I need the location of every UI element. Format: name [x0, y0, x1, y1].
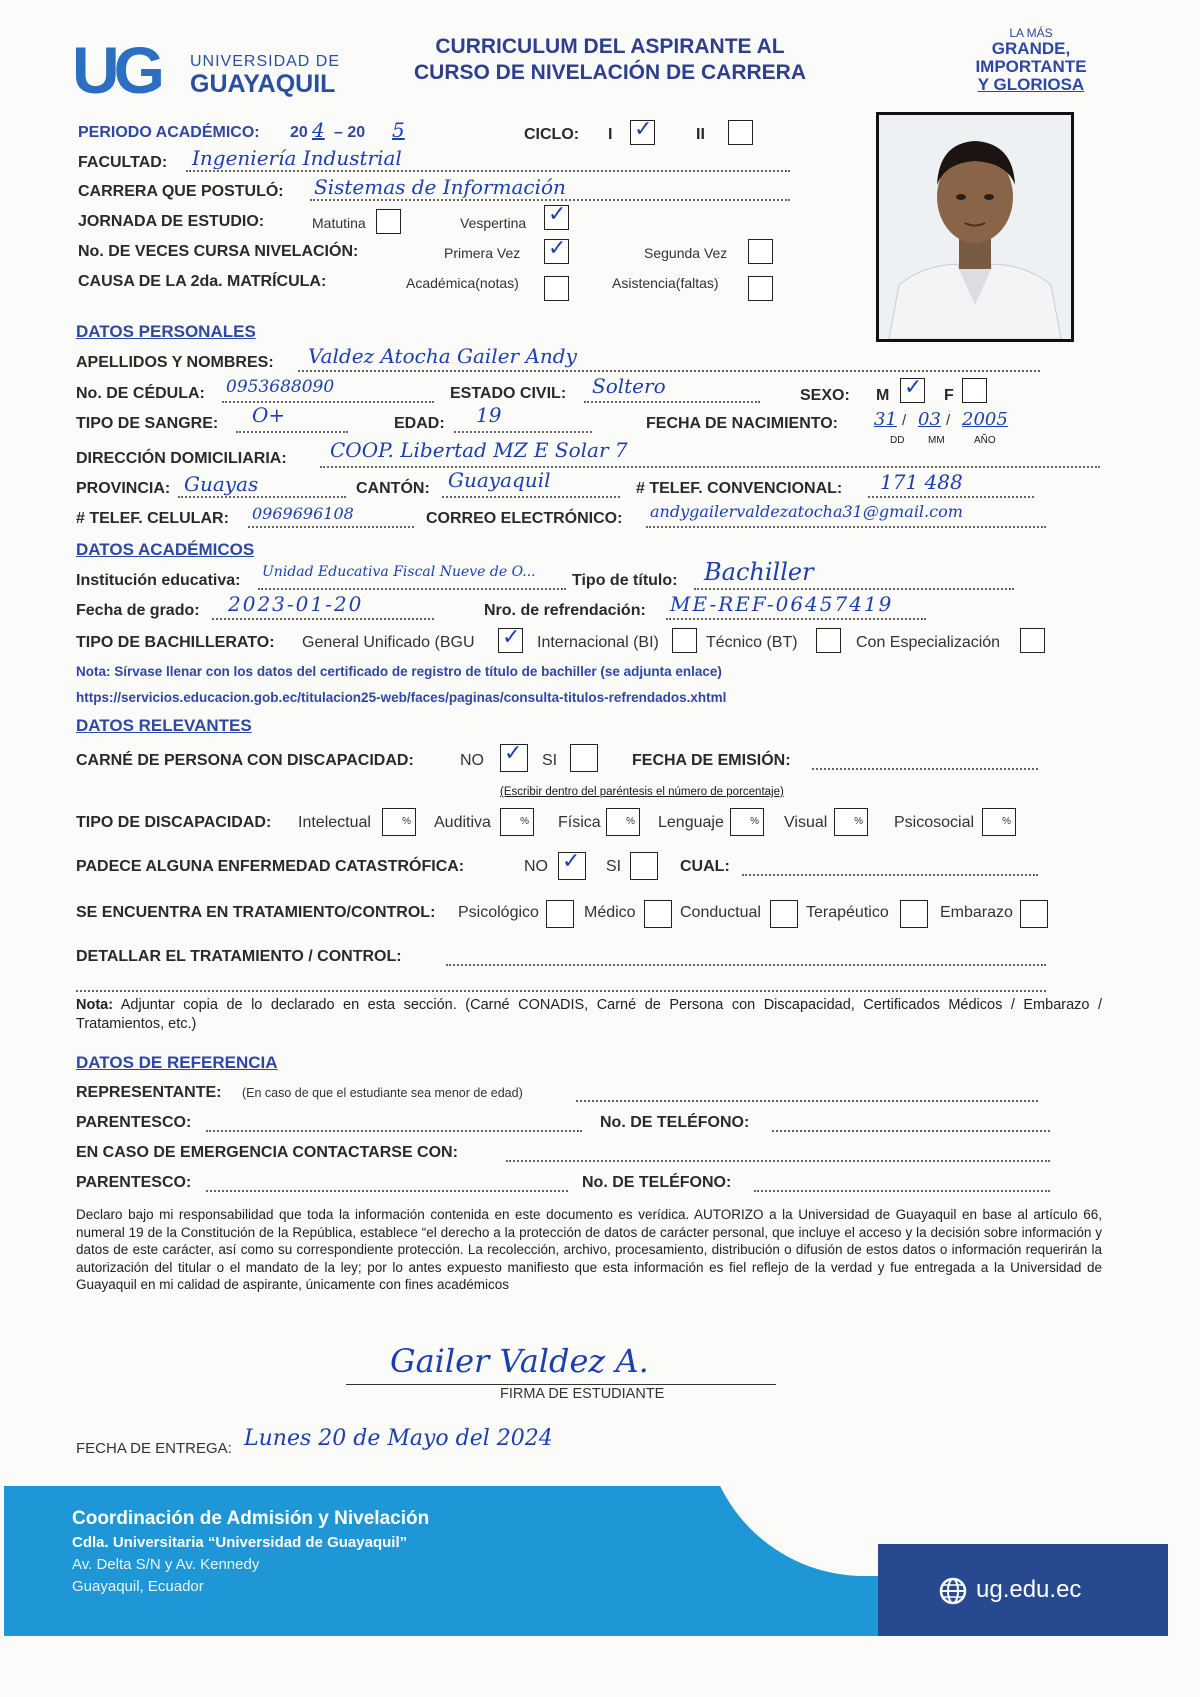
grado-label: Fecha de grado:	[76, 602, 200, 619]
date-mm-caption: MM	[928, 435, 945, 446]
slogan	[966, 26, 1096, 94]
cel-input[interactable]: 0969696108	[252, 504, 354, 523]
disc-psicosocial-field[interactable]: %	[982, 808, 1016, 836]
trat-embarazo-label: Embarazo	[940, 904, 1013, 921]
bach-label: TIPO DE BACHILLERATO:	[76, 634, 275, 651]
logo-letters: UG	[72, 33, 159, 107]
direccion-input[interactable]: COOP. Libertad MZ E Solar 7	[330, 438, 628, 462]
carrera-line	[310, 199, 790, 201]
trat-terapeutico-label: Terapéutico	[806, 904, 889, 921]
representante-line[interactable]	[576, 1100, 1038, 1102]
periodo-sep: – 20	[334, 124, 366, 141]
relevantes-nota	[76, 996, 1102, 1034]
telefono2-line[interactable]	[754, 1190, 1050, 1192]
grado-line	[212, 618, 434, 620]
sexo-f-checkbox[interactable]	[962, 378, 987, 403]
parentesco2-label: PARENTESCO:	[76, 1174, 192, 1191]
footer-line1: Coordinación de Admisión y Nivelación	[72, 1508, 430, 1529]
nac-yy-input[interactable]: 2005	[962, 409, 1008, 430]
cat-si-checkbox[interactable]	[630, 852, 658, 880]
correo-line	[646, 526, 1046, 528]
conv-label: # TELEF. CONVENCIONAL:	[636, 480, 843, 497]
bach-nota: Nota: Sírvase llenar con los datos del certificado de registro de título de bachiller (se adjunta enlace)	[76, 664, 722, 679]
entrega-label: FECHA DE ENTREGA:	[76, 1440, 232, 1457]
carne-no-checkbox[interactable]	[500, 741, 528, 772]
conv-line	[868, 496, 1034, 498]
carne-label: CARNÉ DE PERSONA CON DISCAPACIDAD:	[76, 752, 414, 769]
parentesco1-label: PARENTESCO:	[76, 1114, 192, 1131]
sangre-label: TIPO DE SANGRE:	[76, 415, 219, 432]
detallar-label: DETALLAR EL TRATAMIENTO / CONTROL:	[76, 948, 402, 965]
periodo-value2[interactable]: 5	[392, 118, 405, 142]
representante-note: (En caso de que el estudiante sea menor de edad)	[242, 1086, 523, 1100]
logo-line2: GUAYAQUIL	[190, 70, 336, 98]
ciclo-ii-label: II	[696, 126, 705, 143]
cel-line	[248, 526, 414, 528]
detallar-line2[interactable]	[76, 990, 1046, 992]
cat-no-label: NO	[524, 858, 548, 875]
nac-mm-input[interactable]: 03	[918, 409, 941, 430]
detallar-line1[interactable]	[446, 964, 1046, 966]
trat-medico-label: Médico	[584, 904, 636, 921]
porcentaje-note: (Escribir dentro del paréntesis el número de porcentaje)	[500, 786, 784, 798]
cat-si-label: SI	[606, 858, 622, 875]
causa-academica-label: Académica(notas)	[406, 275, 519, 291]
slogan-line1: GRANDE,	[991, 39, 1071, 58]
veces-primera-checkbox[interactable]	[544, 236, 569, 264]
check-icon: ✓	[562, 849, 581, 874]
footer-site-link[interactable]: ug.edu.ec	[976, 1576, 1082, 1603]
ciclo-i-label: I	[608, 126, 613, 143]
cual-label: CUAL:	[680, 858, 730, 875]
disc-label: TIPO DE DISCAPACIDAD:	[76, 814, 272, 831]
canton-input[interactable]: Guayaquil	[448, 468, 551, 492]
edad-label: EDAD:	[394, 415, 445, 432]
refrend-line	[666, 618, 926, 620]
bach-esp-label: Con Especialización	[856, 634, 1001, 651]
telefono1-label: No. DE TELÉFONO:	[600, 1114, 750, 1131]
trat-terapeutico-checkbox[interactable]	[900, 900, 928, 928]
form-title	[390, 34, 830, 86]
refrend-input[interactable]: ME-REF-06457419	[670, 592, 894, 616]
disc-visual-label: Visual	[784, 814, 828, 831]
periodo-prefix1: 20	[290, 124, 308, 141]
catastrofica-label: PADECE ALGUNA ENFERMEDAD CATASTRÓFICA:	[76, 858, 465, 875]
nacimiento-label: FECHA DE NACIMIENTO:	[646, 415, 838, 432]
sexo-label: SEXO:	[800, 387, 850, 404]
student-signature: Gailer Valdez A.	[390, 1342, 649, 1380]
provincia-label: PROVINCIA:	[76, 480, 171, 497]
periodo-value1[interactable]: 4	[312, 118, 325, 142]
cel-label: # TELEF. CELULAR:	[76, 510, 229, 527]
edad-line	[454, 431, 592, 433]
title-line2: CURSO DE NIVELACIÓN DE CARRERA	[413, 61, 807, 84]
ciclo-i-checkbox[interactable]	[630, 117, 655, 145]
institucion-input[interactable]: Unidad Educativa Fiscal Nueve de O...	[262, 564, 536, 580]
grado-input[interactable]: 2023-01-20	[228, 592, 364, 616]
ug-logo	[72, 33, 352, 107]
titulo-input[interactable]: Bachiller	[704, 558, 814, 586]
check-icon: ✓	[548, 236, 567, 261]
logo-line1: UNIVERSIDAD DE	[190, 53, 341, 70]
causa-asistencia-label: Asistencia(faltas)	[612, 275, 719, 291]
slogan-line3: Y GLORIOSA	[977, 75, 1085, 94]
section-datos-relevantes: DATOS RELEVANTES	[76, 716, 252, 735]
disc-visual-field[interactable]: %	[834, 808, 868, 836]
date-dd-caption: DD	[890, 435, 905, 446]
trat-conductual-checkbox[interactable]	[770, 900, 798, 928]
sangre-line	[236, 431, 348, 433]
edad-input[interactable]: 19	[476, 403, 502, 427]
bach-bt-label: Técnico (BT)	[706, 634, 798, 651]
periodo-label: PERIODO ACADÉMICO:	[78, 124, 260, 141]
footer-line3: Av. Delta S/N y Av. Kennedy	[72, 1556, 260, 1573]
section-datos-academicos: DATOS ACADÉMICOS	[76, 540, 255, 559]
correo-label: CORREO ELECTRÓNICO:	[426, 510, 623, 527]
person-silhouette-icon	[879, 115, 1071, 339]
nota-text: Adjuntar copia de lo declarado en esta sección. (Carné CONADIS, Carné de Persona con Discapacidad, Certificados Médicos / Embarazo / Tratamientos, etc.)	[76, 997, 1102, 1032]
sexo-m-checkbox[interactable]	[900, 375, 925, 403]
date-ano-caption: AÑO	[974, 435, 996, 446]
disc-fisica-label: Física	[558, 814, 601, 831]
trat-medico-checkbox[interactable]	[644, 900, 672, 928]
check-icon: ✓	[904, 375, 923, 400]
check-icon: ✓	[548, 202, 567, 227]
canton-line	[442, 496, 620, 498]
provincia-line	[178, 496, 346, 498]
provincia-input[interactable]: Guayas	[184, 472, 259, 496]
footer-banner	[4, 1486, 1168, 1636]
signature-line	[346, 1384, 776, 1385]
titulo-label: Tipo de título:	[572, 572, 678, 589]
correo-input[interactable]: andygailervaldezatocha31@gmail.com	[650, 502, 963, 521]
institucion-label: Institución educativa:	[76, 572, 241, 589]
canton-label: CANTÓN:	[356, 480, 430, 497]
carne-si-checkbox[interactable]	[570, 744, 598, 772]
jornada-vespertina-label: Vespertina	[460, 215, 527, 231]
emergencia-line[interactable]	[506, 1160, 1050, 1162]
veces-label: No. DE VECES CURSA NIVELACIÓN:	[78, 243, 359, 260]
carrera-label: CARRERA QUE POSTULÓ:	[78, 183, 284, 200]
title-line1: CURRICULUM DEL ASPIRANTE AL	[435, 35, 785, 58]
check-icon: ✓	[504, 741, 523, 766]
signature-label: FIRMA DE ESTUDIANTE	[500, 1386, 665, 1402]
date-sep1: /	[902, 412, 907, 429]
slogan-line2: IMPORTANTE	[975, 57, 1087, 76]
carne-si-label: SI	[542, 752, 558, 769]
cual-line[interactable]	[742, 874, 1038, 876]
institucion-line	[258, 588, 566, 590]
telefono2-label: No. DE TELÉFONO:	[582, 1174, 732, 1191]
veces-segunda-checkbox[interactable]	[748, 239, 773, 264]
disc-psicosocial-label: Psicosocial	[894, 814, 975, 831]
sexo-f-label: F	[944, 387, 954, 404]
nac-dd-input[interactable]: 31	[874, 409, 897, 430]
student-photo	[876, 112, 1074, 342]
telefono1-line[interactable]	[772, 1130, 1050, 1132]
causa-academica-checkbox[interactable]	[544, 276, 569, 301]
sangre-input[interactable]: O+	[252, 403, 286, 427]
check-icon: ✓	[502, 625, 521, 650]
emision-label: FECHA DE EMISIÓN:	[632, 752, 791, 769]
section-datos-referencia: DATOS DE REFERENCIA	[76, 1053, 278, 1072]
carrera-input[interactable]: Sistemas de Información	[314, 175, 566, 199]
bach-bi-checkbox[interactable]	[672, 628, 697, 653]
parentesco2-line[interactable]	[206, 1190, 568, 1192]
bach-bgu-label: General Unificado (BGU	[302, 634, 475, 651]
footer-line2: Cdla. Universitaria “Universidad de Guayaquil”	[72, 1534, 408, 1551]
refrend-label: Nro. de refrendación:	[484, 602, 646, 619]
veces-segunda-label: Segunda Vez	[644, 245, 728, 261]
bach-bgu-checkbox[interactable]	[498, 625, 523, 653]
section-datos-personales: DATOS PERSONALES	[76, 322, 256, 341]
nota-label: Nota:	[76, 997, 114, 1013]
entrega-input[interactable]: Lunes 20 de Mayo del 2024	[244, 1426, 553, 1451]
civil-input[interactable]: Soltero	[592, 374, 666, 398]
bach-esp-checkbox[interactable]	[1020, 628, 1045, 653]
carne-no-label: NO	[460, 752, 484, 769]
disc-lenguaje-label: Lenguaje	[658, 814, 724, 831]
facultad-line	[186, 170, 790, 172]
titulo-line	[694, 588, 1014, 590]
declaracion-text: Declaro bajo mi responsabilidad que toda la información contenida en este documento es verídica. AUTORIZO a la Universidad de Guayaquil en base al artículo 66, numeral 19 de la Constitución de la República, establece “el derecho a la protección de datos de carácter personal, que incluye el acceso y la decisión sobre información y datos de este carácter, así como su correspondiente protección. La recolección, archivo, procesamiento, distribución o difusión de estos datos o información requerirán la autorización del titular o el mandato de la ley; por lo antes expuesto manifiesto que esta información es fiel reflejo de la verdad y fue entregada a la Universidad de Guayaquil en mi calidad de aspirante, únicamente con fines académicos	[76, 1207, 1102, 1292]
emergencia-label: EN CASO DE EMERGENCIA CONTACTARSE CON:	[76, 1144, 458, 1161]
disc-auditiva-label: Auditiva	[434, 814, 491, 831]
ciclo-label: CICLO:	[524, 126, 580, 143]
cat-no-checkbox[interactable]	[558, 849, 586, 880]
jornada-label: JORNADA DE ESTUDIO:	[78, 213, 265, 230]
disc-fisica-field[interactable]: %	[606, 808, 640, 836]
jornada-matutina-checkbox[interactable]	[376, 209, 401, 234]
disc-auditiva-field[interactable]: %	[500, 808, 534, 836]
nombres-label: APELLIDOS Y NOMBRES:	[76, 354, 274, 371]
titulos-link[interactable]: https://servicios.educacion.gob.ec/titulacion25-web/faces/paginas/consulta-titulos-refrendados.xhtml	[76, 690, 727, 705]
civil-label: ESTADO CIVIL:	[450, 385, 567, 402]
veces-primera-label: Primera Vez	[444, 245, 521, 261]
date-sep2: /	[946, 412, 951, 429]
check-icon: ✓	[634, 117, 653, 142]
slogan-top: LA MÁS	[1009, 26, 1053, 40]
facultad-input[interactable]: Ingeniería Industrial	[192, 146, 402, 170]
causa-asistencia-checkbox[interactable]	[748, 276, 773, 301]
facultad-label: FACULTAD:	[78, 154, 168, 171]
representante-label: REPRESENTANTE:	[76, 1084, 222, 1101]
trat-conductual-label: Conductual	[680, 904, 761, 921]
direccion-line	[320, 466, 1100, 468]
jornada-matutina-label: Matutina	[312, 215, 366, 231]
trat-embarazo-checkbox[interactable]	[1020, 900, 1048, 928]
cedula-input[interactable]: 0953688090	[226, 377, 335, 397]
civil-line	[584, 401, 760, 403]
parentesco1-line[interactable]	[206, 1130, 582, 1132]
tratamiento-label: SE ENCUENTRA EN TRATAMIENTO/CONTROL:	[76, 904, 436, 921]
emision-line[interactable]	[812, 768, 1038, 770]
jornada-vespertina-checkbox[interactable]	[544, 202, 569, 230]
causa-label: CAUSA DE LA 2da. MATRÍCULA:	[78, 273, 327, 290]
trat-psicologico-checkbox[interactable]	[546, 900, 574, 928]
conv-input[interactable]: 171 488	[880, 470, 963, 494]
bach-bt-checkbox[interactable]	[816, 628, 841, 653]
nombres-input[interactable]: Valdez Atocha Gailer Andy	[308, 344, 577, 368]
globe-icon	[938, 1576, 968, 1606]
trat-psicologico-label: Psicológico	[458, 904, 539, 921]
direccion-label: DIRECCIÓN DOMICILIARIA:	[76, 450, 287, 467]
ciclo-ii-checkbox[interactable]	[728, 120, 753, 145]
nombres-line	[298, 370, 1040, 372]
sexo-m-label: M	[876, 387, 890, 404]
cedula-label: No. DE CÉDULA:	[76, 385, 205, 402]
disc-lenguaje-field[interactable]: %	[730, 808, 764, 836]
footer-line4: Guayaquil, Ecuador	[72, 1578, 204, 1595]
bach-bi-label: Internacional (BI)	[537, 634, 659, 651]
disc-intelectual-field[interactable]: %	[382, 808, 416, 836]
disc-intelectual-label: Intelectual	[298, 814, 371, 831]
